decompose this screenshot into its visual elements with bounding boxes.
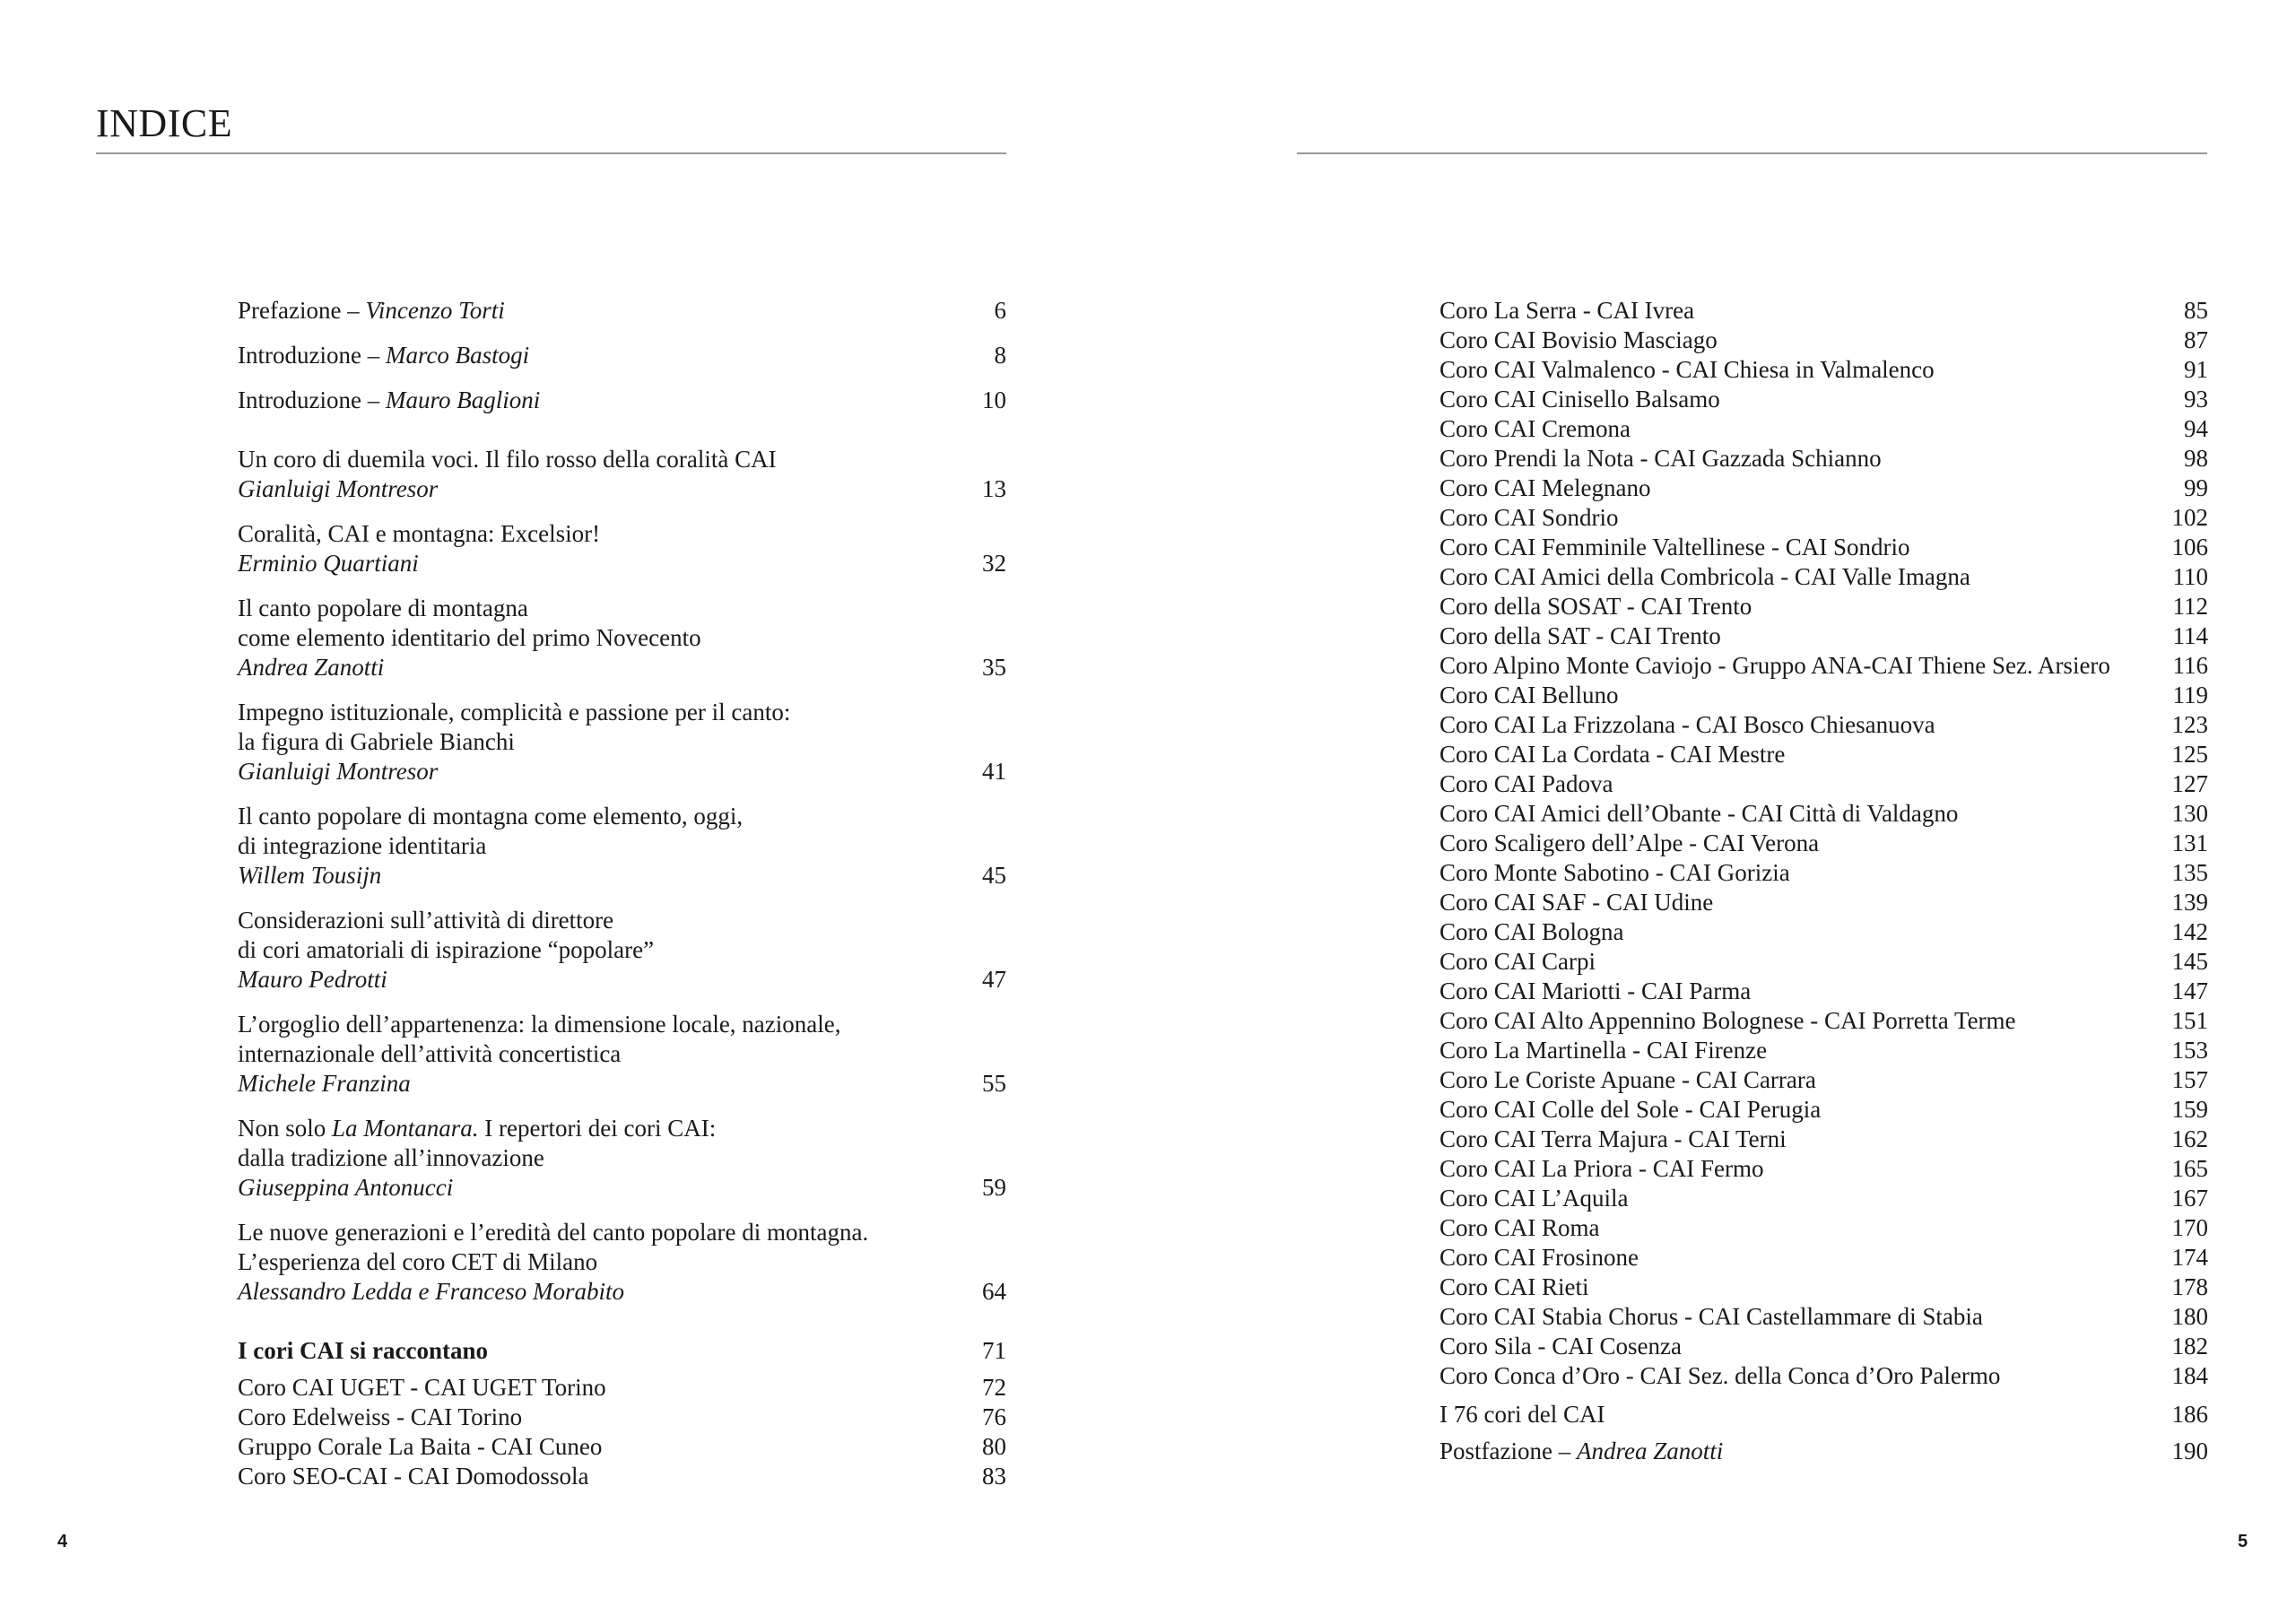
entry-page: 35 bbox=[982, 654, 1006, 681]
coro-name: Coro CAI Alto Appennino Bolognese - CAI Porretta Terme bbox=[1439, 1007, 2016, 1034]
toc-entry-coro[interactable] bbox=[1439, 947, 2208, 977]
toc-entry-essay[interactable] bbox=[238, 1218, 1006, 1307]
entry-page: 170 bbox=[2171, 1214, 2208, 1241]
entry-page: 131 bbox=[2171, 830, 2208, 856]
toc-entry-coro[interactable] bbox=[1439, 1154, 2208, 1184]
entry-page: 98 bbox=[2184, 445, 2208, 472]
toc-entry-coro[interactable] bbox=[1439, 710, 2208, 740]
coro-name: Coro La Martinella - CAI Firenze bbox=[1439, 1037, 1768, 1064]
toc-entry-coro[interactable] bbox=[1439, 917, 2208, 947]
page-title: INDICE bbox=[96, 101, 233, 145]
entry-title-line: dalla tradizione all’innovazione bbox=[238, 1144, 544, 1171]
toc-entry-coro[interactable] bbox=[1439, 621, 2208, 651]
coro-name: Coro CAI Carpi bbox=[1439, 948, 1596, 975]
entry-author: Mauro Pedrotti bbox=[238, 966, 387, 993]
entry-page: 184 bbox=[2171, 1362, 2208, 1389]
toc-entry-coro[interactable] bbox=[1439, 1361, 2208, 1391]
entry-page: 167 bbox=[2171, 1185, 2208, 1212]
entry-page: 130 bbox=[2171, 800, 2208, 827]
entry-page: 91 bbox=[2184, 356, 2208, 383]
entry-author: Gianluigi Montresor bbox=[238, 758, 439, 785]
toc-entry-essay[interactable] bbox=[238, 1114, 1006, 1203]
toc-entry-coro[interactable] bbox=[1439, 473, 2208, 503]
entry-title-line: di integrazione identitaria bbox=[238, 832, 487, 859]
coro-name: Coro CAI Bologna bbox=[1439, 918, 1624, 945]
entry-page: 180 bbox=[2171, 1303, 2208, 1330]
toc-entry-coro[interactable] bbox=[1439, 1332, 2208, 1361]
toc-entry-essay[interactable] bbox=[238, 594, 1006, 682]
toc-entry-coro[interactable] bbox=[1439, 740, 2208, 769]
entry-author: Gianluigi Montresor bbox=[238, 475, 439, 502]
entry-page: 139 bbox=[2171, 889, 2208, 916]
toc-entry-essay[interactable] bbox=[238, 1010, 1006, 1099]
entry-page: 13 bbox=[982, 475, 1006, 502]
entry-author: Michele Franzina bbox=[238, 1070, 411, 1097]
entry-author: Erminio Quartiani bbox=[238, 550, 419, 577]
toc-entry-introduzione-2[interactable] bbox=[238, 386, 1006, 415]
entry-page: 94 bbox=[2184, 415, 2208, 442]
entry-page: 178 bbox=[2171, 1273, 2208, 1300]
toc-entry-coro[interactable] bbox=[1439, 326, 2208, 355]
toc-entry-coro[interactable] bbox=[1439, 1065, 2208, 1095]
toc-entry-coro[interactable] bbox=[1439, 769, 2208, 799]
toc-entry-coro[interactable] bbox=[1439, 1006, 2208, 1036]
entry-label: Introduzione – bbox=[238, 342, 386, 369]
entry-page: 112 bbox=[2172, 593, 2208, 620]
entry-page: 106 bbox=[2171, 534, 2208, 560]
entry-page: 153 bbox=[2171, 1037, 2208, 1064]
entry-page: 145 bbox=[2171, 948, 2208, 975]
entry-title-line: L’orgoglio dell’appartenenza: la dimensione locale, nazionale, bbox=[238, 1011, 841, 1038]
coro-name: Coro CAI Stabia Chorus - CAI Castellammare di Stabia bbox=[1439, 1303, 1983, 1330]
toc-entry-coro[interactable] bbox=[1439, 385, 2208, 414]
toc-entry-essay[interactable] bbox=[238, 698, 1006, 786]
toc-entry-coro[interactable] bbox=[1439, 829, 2208, 858]
toc-entry-coro[interactable] bbox=[1439, 1036, 2208, 1065]
coro-name: Gruppo Corale La Baita - CAI Cuneo bbox=[238, 1433, 603, 1460]
coro-name: Coro CAI Sondrio bbox=[1439, 504, 1619, 531]
entry-label: Postfazione – bbox=[1439, 1438, 1577, 1464]
entry-label: I 76 cori del CAI bbox=[1439, 1401, 1605, 1428]
entry-title-line: internazionale dell’attività concertistica bbox=[238, 1040, 622, 1067]
toc-entry-coro[interactable] bbox=[1439, 1302, 2208, 1332]
toc-right-column bbox=[1439, 296, 2208, 1466]
toc-entry-essay[interactable] bbox=[238, 906, 1006, 995]
toc-entry-coro[interactable] bbox=[1439, 1243, 2208, 1273]
entry-page: 114 bbox=[2172, 622, 2208, 649]
coro-name: Coro SEO-CAI - CAI Domodossola bbox=[238, 1463, 589, 1490]
entry-page: 159 bbox=[2171, 1096, 2208, 1123]
entry-page: 147 bbox=[2171, 977, 2208, 1004]
entry-page: 162 bbox=[2171, 1125, 2208, 1152]
coro-name: Coro CAI La Cordata - CAI Mestre bbox=[1439, 741, 1786, 768]
coro-name: Coro CAI Cremona bbox=[1439, 415, 1631, 442]
entry-author: Alessandro Ledda e Franceso Morabito bbox=[238, 1278, 624, 1305]
coro-name: Coro Monte Sabotino - CAI Gorizia bbox=[1439, 859, 1790, 886]
toc-entry-coro[interactable] bbox=[1439, 888, 2208, 917]
toc-entry-essay[interactable] bbox=[238, 802, 1006, 890]
toc-entry-essay[interactable] bbox=[238, 519, 1006, 578]
coro-name: Coro CAI UGET - CAI UGET Torino bbox=[238, 1374, 606, 1401]
entry-author: Marco Bastogi bbox=[385, 342, 530, 369]
entry-page: 125 bbox=[2171, 741, 2208, 768]
toc-section-cori[interactable] bbox=[238, 1336, 1006, 1366]
coro-name: Coro CAI Terra Majura - CAI Terni bbox=[1439, 1125, 1787, 1152]
entry-author: Willem Tousijn bbox=[238, 862, 382, 889]
coro-name: Coro Scaligero dell’Alpe - CAI Verona bbox=[1439, 830, 1820, 856]
entry-title-line: Coralità, CAI e montagna: Excelsior! bbox=[238, 520, 601, 547]
entry-page: 64 bbox=[982, 1278, 1006, 1305]
coro-name: Coro CAI Belluno bbox=[1439, 682, 1619, 708]
right-page bbox=[1148, 0, 2296, 1607]
coro-name: Coro CAI La Priora - CAI Fermo bbox=[1439, 1155, 1764, 1182]
coro-name: Coro Edelweiss - CAI Torino bbox=[238, 1403, 523, 1430]
entry-label: Introduzione – bbox=[238, 387, 386, 413]
toc-entry-coro[interactable] bbox=[1439, 1095, 2208, 1125]
entry-author: Mauro Baglioni bbox=[385, 387, 541, 413]
coro-name: Coro CAI La Frizzolana - CAI Bosco Chiesanuova bbox=[1439, 711, 1935, 738]
toc-entry-coro[interactable] bbox=[1439, 799, 2208, 829]
coro-name: Coro CAI SAF - CAI Udine bbox=[1439, 889, 1714, 916]
entry-page: 10 bbox=[982, 387, 1006, 413]
cori-list-left bbox=[238, 1373, 1006, 1491]
toc-entry-coro[interactable] bbox=[1439, 444, 2208, 473]
entry-title-line: Il canto popolare di montagna come elemento, oggi, bbox=[238, 803, 744, 830]
toc-entry-coro[interactable] bbox=[1439, 977, 2208, 1006]
coro-name: Coro CAI Valmalenco - CAI Chiesa in Valmalenco bbox=[1439, 356, 1935, 383]
entry-page: 157 bbox=[2171, 1066, 2208, 1093]
coro-name: Coro CAI Rieti bbox=[1439, 1273, 1589, 1300]
toc-entry-essay[interactable] bbox=[238, 445, 1006, 504]
entry-page: 55 bbox=[982, 1070, 1006, 1097]
toc-entry-coro[interactable] bbox=[1439, 1273, 2208, 1302]
entry-page: 99 bbox=[2184, 474, 2208, 501]
coro-name: Coro CAI L’Aquila bbox=[1439, 1185, 1629, 1212]
page-number-right: 5 bbox=[2238, 1532, 2248, 1551]
entry-page: 102 bbox=[2171, 504, 2208, 531]
toc-left-column bbox=[238, 296, 1006, 1491]
entry-page: 116 bbox=[2172, 652, 2208, 679]
coro-name: Coro CAI Bovisio Masciago bbox=[1439, 326, 1718, 353]
entry-title-line: Impegno istituzionale, complicità e passione per il canto: bbox=[238, 699, 791, 725]
entry-page: 83 bbox=[982, 1463, 1006, 1490]
entry-page: 72 bbox=[982, 1374, 1006, 1401]
entry-page: 165 bbox=[2171, 1155, 2208, 1182]
entry-title-line: Considerazioni sull’attività di direttore bbox=[238, 907, 614, 934]
entry-page: 76 bbox=[982, 1403, 1006, 1430]
toc-entry-coro[interactable] bbox=[1439, 1125, 2208, 1154]
entry-title-line: Il canto popolare di montagna bbox=[238, 595, 528, 621]
toc-entry-coro[interactable] bbox=[1439, 858, 2208, 888]
entry-page: 6 bbox=[994, 297, 1006, 324]
entry-title-line: Un coro di duemila voci. Il filo rosso della coralità CAI bbox=[238, 446, 777, 473]
entry-page: 127 bbox=[2171, 770, 2208, 797]
entry-page: 110 bbox=[2172, 563, 2208, 590]
entry-author: Andrea Zanotti bbox=[238, 654, 385, 681]
toc-entry-coro[interactable] bbox=[1439, 503, 2208, 533]
toc-entry-76-cori[interactable] bbox=[1439, 1400, 2208, 1429]
toc-entry-coro[interactable] bbox=[238, 1462, 1006, 1491]
toc-entry-introduzione-1[interactable] bbox=[238, 341, 1006, 370]
toc-entry-coro[interactable] bbox=[1439, 592, 2208, 621]
toc-entry-coro[interactable] bbox=[1439, 296, 2208, 326]
coro-name: Coro CAI Femminile Valtellinese - CAI Sondrio bbox=[1439, 534, 1910, 560]
toc-entry-coro[interactable] bbox=[1439, 414, 2208, 444]
coro-name: Coro CAI Melegnano bbox=[1439, 474, 1651, 501]
entry-page: 174 bbox=[2171, 1244, 2208, 1271]
coro-name: Coro CAI Frosinone bbox=[1439, 1244, 1639, 1271]
coro-name: Coro Sila - CAI Cosenza bbox=[1439, 1333, 1682, 1359]
title-rule-right bbox=[1297, 152, 2207, 154]
entry-page: 87 bbox=[2184, 326, 2208, 353]
coro-name: Coro Le Coriste Apuane - CAI Carrara bbox=[1439, 1066, 1816, 1093]
entry-page: 32 bbox=[982, 550, 1006, 577]
entry-title-line: Le nuove generazioni e l’eredità del canto popolare di montagna. bbox=[238, 1219, 869, 1246]
coro-name: Coro CAI Colle del Sole - CAI Perugia bbox=[1439, 1096, 1822, 1123]
toc-entry-coro[interactable] bbox=[238, 1403, 1006, 1432]
entry-author: Andrea Zanotti bbox=[1576, 1438, 1724, 1464]
toc-entry-coro[interactable] bbox=[1439, 651, 2208, 681]
toc-entry-prefazione[interactable] bbox=[238, 296, 1006, 326]
entry-page: 47 bbox=[982, 966, 1006, 993]
toc-entry-coro[interactable] bbox=[238, 1373, 1006, 1403]
coro-name: Coro Conca d’Oro - CAI Sez. della Conca d’Oro Palermo bbox=[1439, 1362, 2001, 1389]
entry-page: 135 bbox=[2171, 859, 2208, 886]
entry-title-line: L’esperienza del coro CET di Milano bbox=[238, 1248, 598, 1275]
coro-name: Coro della SOSAT - CAI Trento bbox=[1439, 593, 1752, 620]
entry-title-italic: La Montanara. bbox=[332, 1115, 479, 1142]
coro-name: Coro CAI Amici dell’Obante - CAI Città di Valdagno bbox=[1439, 800, 1959, 827]
entry-page: 93 bbox=[2184, 386, 2208, 413]
entry-page: 45 bbox=[982, 862, 1006, 889]
entry-title-line: la figura di Gabriele Bianchi bbox=[238, 728, 515, 755]
coro-name: Coro CAI Padova bbox=[1439, 770, 1613, 797]
coro-name: Coro La Serra - CAI Ivrea bbox=[1439, 297, 1695, 324]
coro-name: Coro Prendi la Nota - CAI Gazzada Schianno bbox=[1439, 445, 1882, 472]
coro-name: Coro CAI Amici della Combricola - CAI Valle Imagna bbox=[1439, 563, 1970, 590]
toc-entry-coro[interactable] bbox=[238, 1432, 1006, 1462]
entry-label: Prefazione – bbox=[238, 297, 366, 324]
page-number-left: 4 bbox=[57, 1532, 68, 1551]
toc-entry-coro[interactable] bbox=[1439, 1184, 2208, 1213]
entry-page: 80 bbox=[982, 1433, 1006, 1460]
toc-entry-coro[interactable] bbox=[1439, 355, 2208, 385]
entry-author: Giuseppina Antonucci bbox=[238, 1174, 454, 1201]
entry-page: 71 bbox=[982, 1337, 1006, 1364]
entry-page: 142 bbox=[2171, 918, 2208, 945]
entry-page: 182 bbox=[2171, 1333, 2208, 1359]
coro-name: Coro CAI Cinisello Balsamo bbox=[1439, 386, 1720, 413]
toc-entry-coro[interactable] bbox=[1439, 1213, 2208, 1243]
entry-page: 123 bbox=[2171, 711, 2208, 738]
section-label: I cori CAI si raccontano bbox=[238, 1337, 488, 1364]
entry-title-line: di cori amatoriali di ispirazione “popolare” bbox=[238, 936, 655, 963]
entry-page: 85 bbox=[2184, 297, 2208, 324]
cori-list-right bbox=[1439, 296, 2208, 1391]
entry-page: 59 bbox=[982, 1174, 1006, 1201]
entry-page: 41 bbox=[982, 758, 1006, 785]
entry-page: 186 bbox=[2171, 1401, 2208, 1428]
coro-name: Coro CAI Roma bbox=[1439, 1214, 1600, 1241]
coro-name: Coro Alpino Monte Caviojo - Gruppo ANA-CAI Thiene Sez. Arsiero bbox=[1439, 652, 2110, 679]
entry-page: 151 bbox=[2171, 1007, 2208, 1034]
entry-page: 119 bbox=[2172, 682, 2208, 708]
entry-title-line: I repertori dei cori CAI: bbox=[484, 1115, 717, 1142]
title-rule bbox=[96, 152, 1006, 154]
coro-name: Coro CAI Mariotti - CAI Parma bbox=[1439, 977, 1752, 1004]
toc-entry-postfazione[interactable] bbox=[1439, 1437, 2208, 1466]
entry-author: Vincenzo Torti bbox=[365, 297, 505, 324]
entry-page: 190 bbox=[2171, 1438, 2208, 1464]
entry-title-prefix: Non solo bbox=[238, 1115, 333, 1142]
toc-entry-coro[interactable] bbox=[1439, 562, 2208, 592]
entry-title-line: come elemento identitario del primo Novecento bbox=[238, 624, 701, 651]
toc-entry-coro[interactable] bbox=[1439, 681, 2208, 710]
toc-entry-coro[interactable] bbox=[1439, 533, 2208, 562]
entry-page: 8 bbox=[994, 342, 1006, 369]
coro-name: Coro della SAT - CAI Trento bbox=[1439, 622, 1721, 649]
